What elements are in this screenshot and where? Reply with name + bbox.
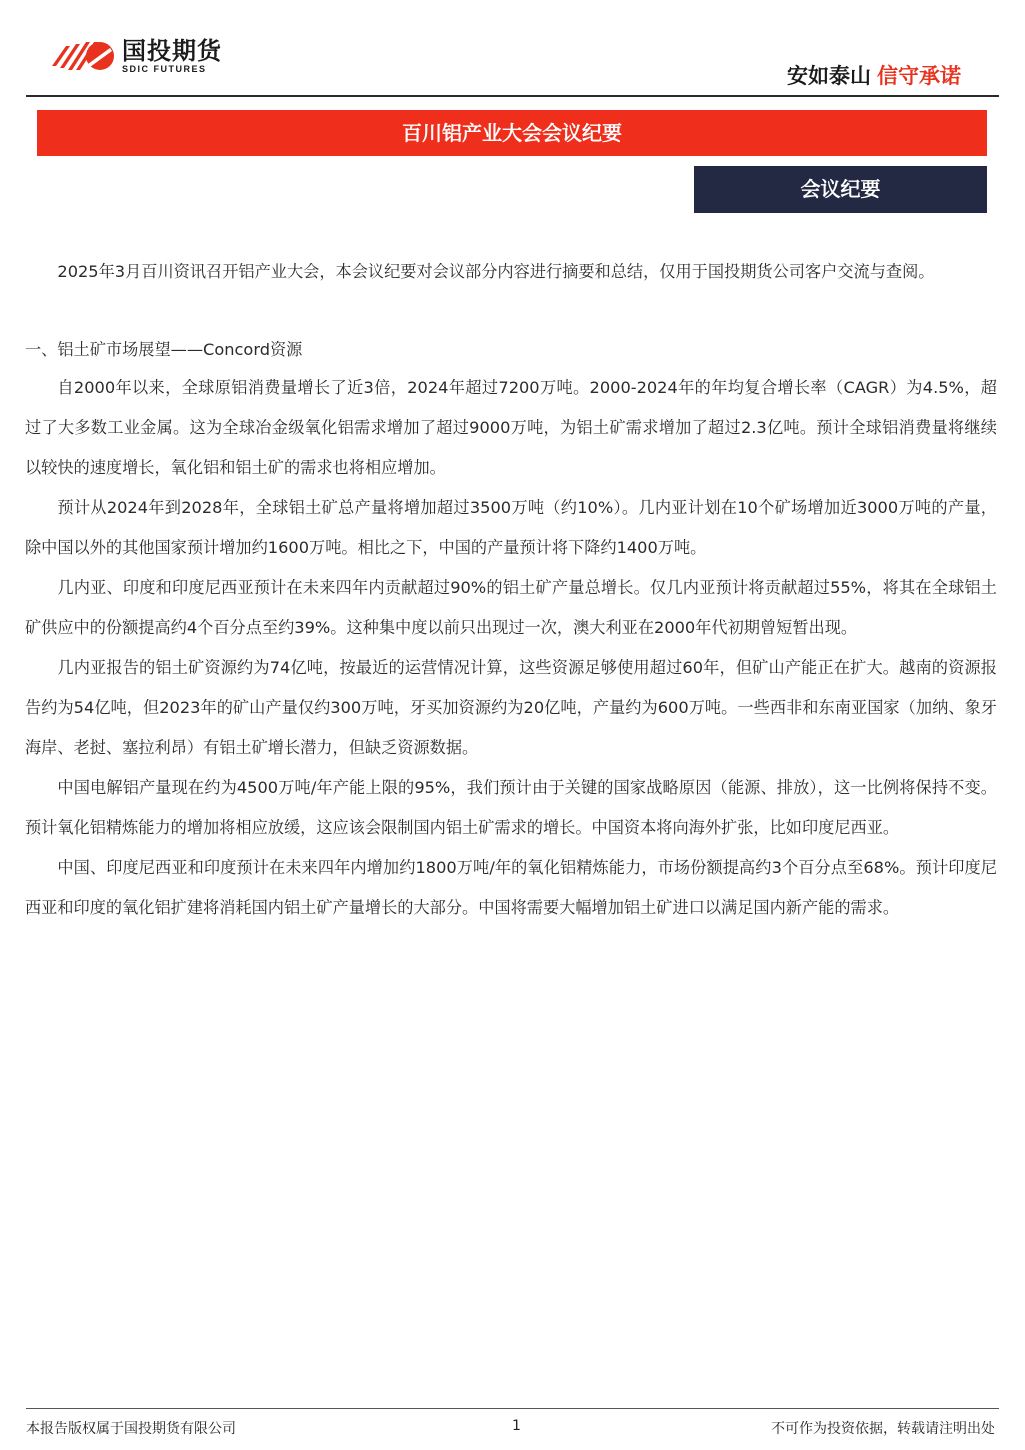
slogan-part-2: 信守承诺 — [877, 64, 961, 88]
header-divider — [26, 95, 999, 97]
body-paragraph: 中国电解铝产量现在约为4500万吨/年产能上限的95%，我们预计由于关键的国家战略原因（能源、排放），这一比例将保持不变。预计氧化铝精炼能力的增加将相应放缓，这应该会限制国内铝土矿需求的增长。中国资本将向海外扩张，比如印度尼西亚。 — [25, 778, 997, 837]
page-number: 1 — [512, 1418, 521, 1434]
document-body — [25, 252, 997, 928]
logo-english-name: SDIC FUTURES — [122, 63, 207, 74]
body-paragraph: 几内亚、印度和印度尼西亚预计在未来四年内贡献超过90%的铝土矿产量总增长。仅几内亚预计将贡献超过55%，将其在全球铝土矿供应中的份额提高约4个百分点至约39%。这种集中度以前只出现过一次，澳大利亚在2000年代初期曾短暂出现。 — [25, 578, 997, 637]
section-heading: 一、铝土矿市场展望——Concord资源 — [25, 340, 303, 359]
category-tag: 会议纪要 — [694, 166, 987, 213]
company-slogan — [787, 60, 961, 90]
body-paragraph: 几内亚报告的铝土矿资源约为74亿吨，按最近的运营情况计算，这些资源足够使用超过60年，但矿山产能正在扩大。越南的资源报告约为54亿吨，但2023年的矿山产量仅约300万吨，牙买加资源约为20亿吨，产量约为600万吨。一些西非和东南亚国家（加纳、象牙海岸、老挝、塞拉利昂）有铝土矿增长潜力，但缺乏资源数据。 — [25, 658, 997, 757]
body-paragraph: 自2000年以来，全球原铝消费量增长了近3倍，2024年超过7200万吨。2000-2024年的年均复合增长率（CAGR）为4.5%，超过了大多数工业金属。这为全球冶金级氧化铝需求增加了超过9000万吨，为铝土矿需求增加了超过2.3亿吨。预计全球铝消费量将继续以较快的速度增长，氧化铝和铝土矿的需求也将相应增加。 — [25, 378, 997, 477]
company-logo — [44, 36, 222, 76]
intro-paragraph: 2025年3月百川资讯召开铝产业大会，本会议纪要对会议部分内容进行摘要和总结，仅用于国投期货公司客户交流与查阅。 — [57, 262, 935, 281]
sdic-logo-icon — [44, 36, 116, 76]
body-paragraph: 预计从2024年到2028年，全球铝土矿总产量将增加超过3500万吨（约10%）。几内亚计划在10个矿场增加近3000万吨的产量，除中国以外的其他国家预计增加约1600万吨。相比之下，中国的产量预计将下降约1400万吨。 — [25, 498, 997, 557]
logo-chinese-name: 国投期货 — [122, 36, 222, 65]
footer-copyright: 本报告版权属于国投期货有限公司 — [26, 1421, 236, 1437]
document-title: 百川铝产业大会会议纪要 — [37, 110, 987, 156]
footer-disclaimer: 不可作为投资依据，转载请注明出处 — [771, 1421, 995, 1437]
slogan-part-1: 安如泰山 — [787, 64, 871, 88]
body-paragraph: 中国、印度尼西亚和印度预计在未来四年内增加约1800万吨/年的氧化铝精炼能力，市场份额提高约3个百分点至68%。预计印度尼西亚和印度的氧化铝扩建将消耗国内铝土矿产量增长的大部分。中国将需要大幅增加铝土矿进口以满足国内新产能的需求。 — [25, 858, 997, 917]
footer-divider — [26, 1408, 999, 1409]
